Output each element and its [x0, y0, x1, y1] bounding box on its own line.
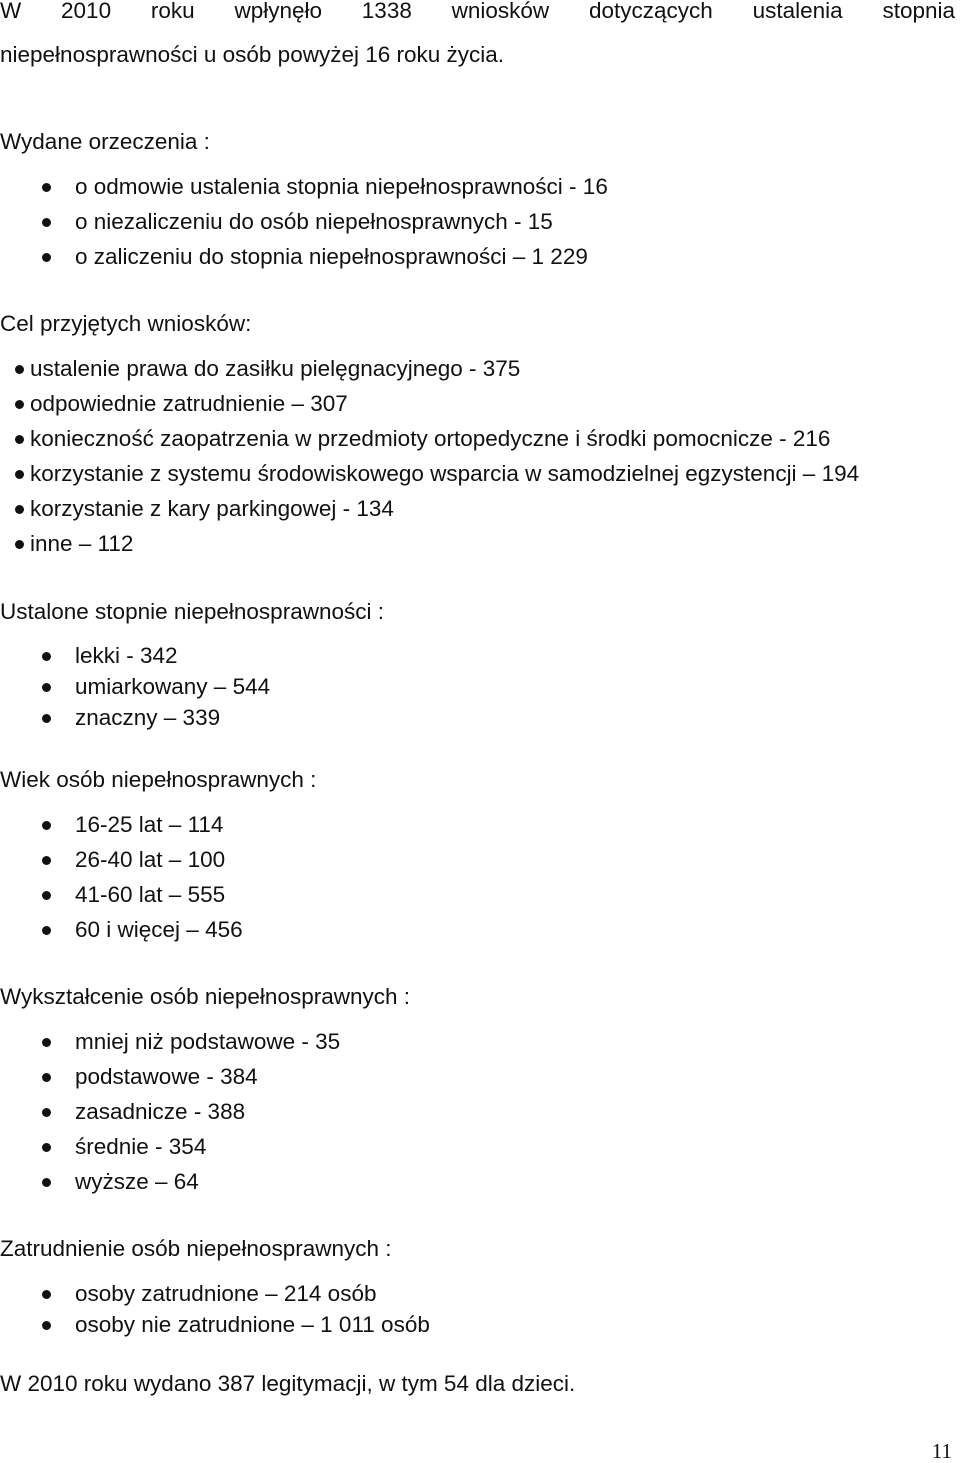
page-number: 11	[931, 1439, 952, 1463]
section-heading-decisions: Wydane orzeczenia :	[0, 129, 210, 154]
section-heading-degrees: Ustalone stopnie niepełnosprawności :	[0, 599, 384, 624]
bullet-icon	[42, 183, 51, 192]
list-item: osoby zatrudnione – 214 osób	[75, 1281, 377, 1306]
bullet-icon	[42, 891, 51, 900]
bullet-icon	[42, 1178, 51, 1187]
bullet-icon	[42, 821, 51, 830]
bullet-icon	[15, 540, 24, 549]
bullet-icon	[42, 218, 51, 227]
list-item: korzystanie z systemu środowiskowego wsparcia w samodzielnej egzystencji – 194	[30, 461, 860, 486]
bullet-icon	[42, 856, 51, 865]
bullet-icon	[15, 470, 24, 479]
bullet-icon	[15, 365, 24, 374]
list-item: wyższe – 64	[75, 1169, 199, 1194]
list-item: średnie - 354	[75, 1134, 207, 1159]
bullet-icon	[42, 253, 51, 262]
list-item: o niezaliczeniu do osób niepełnosprawnych - 15	[75, 209, 553, 234]
bullet-icon	[42, 926, 51, 935]
list-item: konieczność zaopatrzenia w przedmioty ortopedyczne i środki pomocnicze - 216	[30, 426, 831, 451]
list-item: o zaliczeniu do stopnia niepełnosprawności – 1 229	[75, 244, 588, 269]
bullet-icon	[42, 683, 51, 692]
bullet-icon	[42, 714, 51, 723]
intro-line-1: W 2010 roku wpłynęło 1338 wniosków dotyczących ustalenia stopnia	[0, 0, 955, 23]
bullet-icon	[42, 1073, 51, 1082]
bullet-icon	[15, 505, 24, 514]
bullet-icon	[15, 435, 24, 444]
list-item: 60 i więcej – 456	[75, 917, 243, 942]
list-item: odpowiednie zatrudnienie – 307	[30, 391, 348, 416]
list-item: lekki - 342	[75, 643, 178, 668]
intro-line-2: niepełnosprawności u osób powyżej 16 roku życia.	[0, 42, 505, 67]
list-item: osoby nie zatrudnione – 1 011 osób	[75, 1312, 430, 1337]
section-heading-purpose: Cel przyjętych wniosków:	[0, 311, 252, 336]
closing-sentence: W 2010 roku wydano 387 legitymacji, w tym 54 dla dzieci.	[0, 1371, 576, 1396]
list-item: zasadnicze - 388	[75, 1099, 246, 1124]
list-item: 26-40 lat – 100	[75, 847, 226, 872]
section-heading-age: Wiek osób niepełnosprawnych :	[0, 767, 317, 792]
list-item: mniej niż podstawowe - 35	[75, 1029, 341, 1054]
list-item: znaczny – 339	[75, 705, 221, 730]
list-item: 41-60 lat – 555	[75, 882, 226, 907]
section-heading-education: Wykształcenie osób niepełnosprawnych :	[0, 984, 411, 1009]
bullet-icon	[42, 1321, 51, 1330]
list-item: o odmowie ustalenia stopnia niepełnosprawności - 16	[75, 174, 608, 199]
bullet-icon	[42, 652, 51, 661]
section-heading-employment: Zatrudnienie osób niepełnosprawnych :	[0, 1236, 392, 1261]
bullet-icon	[42, 1143, 51, 1152]
bullet-icon	[15, 400, 24, 409]
bullet-icon	[42, 1108, 51, 1117]
list-item: 16-25 lat – 114	[75, 812, 224, 837]
list-item: ustalenie prawa do zasiłku pielęgnacyjnego - 375	[30, 356, 521, 381]
list-item: korzystanie z kary parkingowej - 134	[30, 496, 394, 521]
list-item: umiarkowany – 544	[75, 674, 271, 699]
bullet-icon	[42, 1290, 51, 1299]
list-item: podstawowe - 384	[75, 1064, 258, 1089]
bullet-icon	[42, 1038, 51, 1047]
list-item: inne – 112	[30, 531, 134, 556]
